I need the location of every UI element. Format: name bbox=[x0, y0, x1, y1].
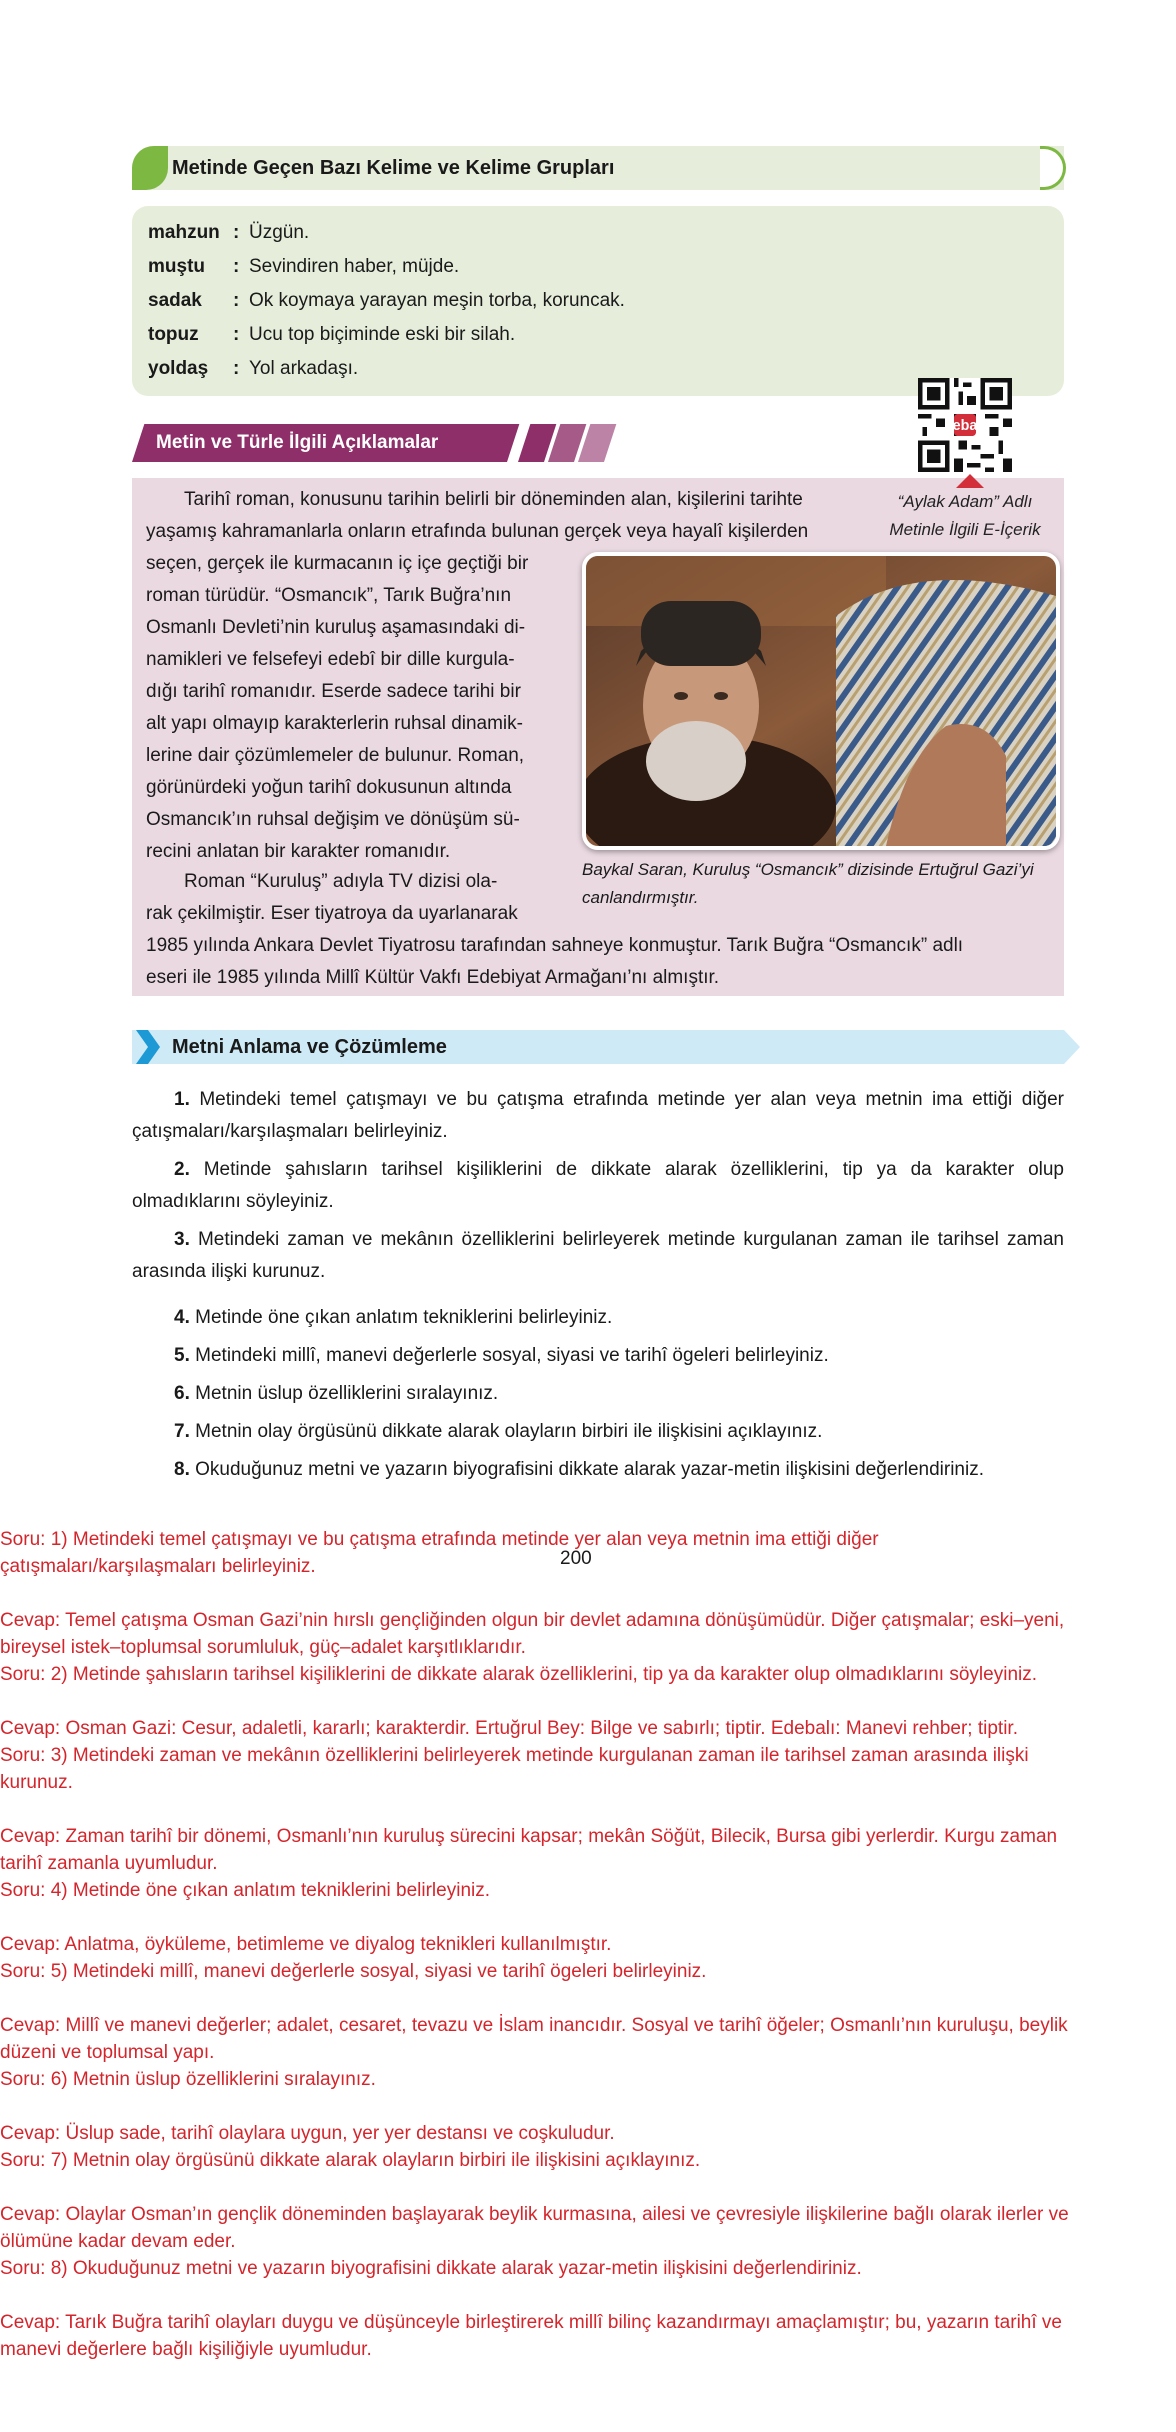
vocab-item bbox=[148, 216, 309, 250]
question-text: Metindeki zaman ve mekânın özelliklerini belirleyerek metinde kurgulanan zaman ile tarihsel zaman arasında ilişki kurunuz. bbox=[132, 1229, 1064, 1282]
question-item bbox=[132, 1154, 1064, 1218]
question-text: Metnin olay örgüsünü dikkate alarak olayların birbiri ile ilişkisini açıklayınız. bbox=[195, 1421, 823, 1442]
vocab-definition: Ok koymaya yarayan meşin torba, koruncak. bbox=[249, 290, 625, 311]
explanation-line: rak çekilmiştir. Eser tiyatroya da uyarlanarak bbox=[146, 903, 518, 924]
question-item bbox=[132, 1084, 1064, 1148]
vocab-definition: Ucu top biçiminde eski bir silah. bbox=[249, 324, 516, 345]
answer-line: ölümüne kadar devam eder. bbox=[0, 2231, 236, 2252]
question-number: 7. bbox=[174, 1421, 190, 1442]
explanation-line: eseri ile 1985 yılında Millî Kültür Vakfı Edebiyat Armağanı’nı almıştır. bbox=[146, 967, 720, 988]
vocab-definition: Sevindiren haber, müjde. bbox=[249, 256, 460, 277]
page-number: 200 bbox=[560, 1548, 592, 1569]
explanation-line: dığı tarihî romanıdır. Eserde sadece tarihi bir bbox=[146, 681, 521, 702]
vocab-definition: Yol arkadaşı. bbox=[249, 358, 359, 379]
question-item bbox=[132, 1416, 1064, 1448]
explanation-line: 1985 yılında Ankara Devlet Tiyatrosu tarafından sahneye konmuştur. Tarık Buğra “Osmancık” adlı bbox=[146, 935, 964, 956]
questions-section-title: Metni Anlama ve Çözümleme bbox=[172, 1036, 447, 1058]
answer-line: Soru: 1) Metindeki temel çatışmayı ve bu çatışma etrafında metinde yer alan veya metnin ima ettiği diğer bbox=[0, 1529, 879, 1550]
question-number: 6. bbox=[174, 1383, 190, 1404]
explanation-line: roman türüdür. “Osmancık”, Tarık Buğra’nın bbox=[146, 585, 512, 606]
explanation-line: Osmanlı Devleti’nin kuruluş aşamasındaki di- bbox=[146, 617, 526, 638]
question-text: Okuduğunuz metni ve yazarın biyografisini dikkate alarak yazar-metin ilişkisini değerlendiriniz. bbox=[195, 1459, 985, 1480]
question-item bbox=[132, 1224, 1064, 1288]
question-text: Metindeki temel çatışmayı ve bu çatışma etrafında metinde yer alan veya metnin ima ettiği diğer çatışmaları/karşılaşmaları belirleyiniz. bbox=[132, 1089, 1065, 1142]
questions-section-header bbox=[132, 1030, 1064, 1064]
question-text: Metnin üslup özelliklerini sıralayınız. bbox=[195, 1383, 499, 1404]
vocab-section-title: Metinde Geçen Bazı Kelime ve Kelime Grupları bbox=[172, 157, 615, 179]
answer-line: Cevap: Olaylar Osman’ın gençlik döneminden başlayarak beylik kurmasına, ailesi ve çevresiyle ilişkilerine bağlı olarak ilerler ve bbox=[0, 2204, 1069, 2225]
answer-line: Soru: 7) Metnin olay örgüsünü dikkate alarak olayların birbiri ile ilişkisini açıklayınız. bbox=[0, 2150, 701, 2171]
question-item bbox=[132, 1454, 1064, 1486]
explanation-line: recini anlatan bir karakter romanıdır. bbox=[146, 841, 451, 862]
answer-line: Soru: 5) Metindeki millî, manevi değerlerle sosyal, siyasi ve tarihî ögeleri belirleyiniz. bbox=[0, 1961, 707, 1982]
explanation-section-title: Metin ve Türle İlgili Açıklamalar bbox=[156, 432, 439, 453]
qr-caption-line: “Aylak Adam” Adlı bbox=[897, 492, 1033, 511]
qr-caption bbox=[870, 488, 1060, 544]
question-number: 4. bbox=[174, 1307, 190, 1328]
question-number: 1. bbox=[174, 1089, 190, 1110]
explanation-line: Roman “Kuruluş” adıyla TV dizisi ola- bbox=[184, 871, 498, 892]
question-text: Metinde öne çıkan anlatım tekniklerini belirleyiniz. bbox=[195, 1307, 613, 1328]
answer-line: Soru: 6) Metnin üslup özelliklerini sıralayınız. bbox=[0, 2069, 376, 2090]
vocab-colon: : bbox=[233, 358, 240, 379]
vocab-term: mahzun bbox=[148, 222, 220, 243]
explanation-line: alt yapı olmayıp karakterlerin ruhsal dinamik- bbox=[146, 713, 523, 734]
answer-line: Soru: 2) Metinde şahısların tarihsel kişiliklerini de dikkate alarak özelliklerini, tip ya da karakter olup olmadıklarını söyleyiniz. bbox=[0, 1664, 1038, 1685]
vocab-colon: : bbox=[233, 222, 240, 243]
answer-line: düzeni ve toplumsal yapı. bbox=[0, 2042, 215, 2063]
answer-line: tarihî zamanla uyumludur. bbox=[0, 1853, 218, 1874]
question-number: 8. bbox=[174, 1459, 190, 1480]
answer-line: Cevap: Osman Gazi: Cesur, adaletli, kararlı; karakterdir. Ertuğrul Bey: Bilge ve sabırlı; tiptir. Edebalı: Manevi rehber; tiptir. bbox=[0, 1718, 1018, 1739]
question-number: 3. bbox=[174, 1229, 190, 1250]
answer-line: çatışmaları/karşılaşmaları belirleyiniz. bbox=[0, 1556, 316, 1577]
question-item bbox=[132, 1378, 1064, 1410]
vocab-item bbox=[148, 318, 515, 352]
explanation-line: lerine dair çözümlemeler de bulunur. Roman, bbox=[146, 745, 525, 766]
vocab-list bbox=[132, 206, 1064, 396]
answer-line: Cevap: Millî ve manevi değerler; adalet, cesaret, tevazu ve İslam inancıdır. Sosyal ve tarihî öğeler; Osmanlı’nın kuruluşu, beylik bbox=[0, 2015, 1068, 2036]
answer-line: bireysel istek–toplumsal sorumluluk, güç–adalet karşıtlıklarıdır. bbox=[0, 1637, 526, 1658]
header-arrow-tail bbox=[1064, 1030, 1080, 1064]
vocab-term: sadak bbox=[148, 290, 202, 311]
answer-line: manevi değerlere bağlı kişiliğiyle uyumludur. bbox=[0, 2339, 372, 2360]
qr-code-icon[interactable] bbox=[918, 378, 1012, 472]
answer-line: Soru: 4) Metinde öne çıkan anlatım tekniklerini belirleyiniz. bbox=[0, 1880, 491, 1901]
explanation-line: Tarihî roman, konusunu tarihin belirli bir döneminden alan, kişilerini tarihte bbox=[184, 489, 803, 510]
answer-line: kurunuz. bbox=[0, 1772, 73, 1793]
vocab-term: topuz bbox=[148, 324, 199, 345]
vocab-item bbox=[148, 250, 459, 284]
explanation-line: namikleri ve felsefeyi edebî bir dille kurgula- bbox=[146, 649, 515, 670]
vocab-item bbox=[148, 284, 625, 318]
answer-line: Cevap: Tarık Buğra tarihî olayları duygu ve düşünceyle birleştirerek millî bilinç kazandırmayı amaçlamıştır; bu, yazarın tarihî ve bbox=[0, 2312, 1062, 2333]
vocab-term: yoldaş bbox=[148, 358, 209, 379]
leaf-icon bbox=[132, 146, 168, 190]
qr-pointer-icon bbox=[956, 474, 984, 488]
answer-line: Cevap: Anlatma, öyküleme, betimleme ve diyalog teknikleri kullanılmıştır. bbox=[0, 1934, 612, 1955]
explanation-line: görünürdeki yoğun tarihî dokusunun altında bbox=[146, 777, 512, 798]
answer-line: Soru: 3) Metindeki zaman ve mekânın özelliklerini belirleyerek metinde kurgulanan zaman ile tarihsel zaman arasında ilişki bbox=[0, 1745, 1029, 1766]
question-item bbox=[132, 1302, 1064, 1334]
vocab-colon: : bbox=[233, 290, 240, 311]
vocab-term: muştu bbox=[148, 256, 205, 277]
svg-text:eba: eba bbox=[952, 417, 978, 434]
question-number: 5. bbox=[174, 1345, 190, 1366]
answer-line: Soru: 8) Okuduğunuz metni ve yazarın biyografisini dikkate alarak yazar-metin ilişkisini değerlendiriniz. bbox=[0, 2258, 862, 2279]
answer-line: Cevap: Zaman tarihî bir dönemi, Osmanlı’nın kuruluş sürecini kapsar; mekân Söğüt, Bilecik, Bursa gibi yerlerdir. Kurgu zaman bbox=[0, 1826, 1058, 1847]
photo-caption: Baykal Saran, Kuruluş “Osmancık” dizisinde Ertuğrul Gazi’yi canlandırmıştır. bbox=[582, 860, 1034, 907]
vocab-colon: : bbox=[233, 324, 240, 345]
question-text: Metinde şahısların tarihsel kişiliklerini de dikkate alarak özelliklerini, tip ya da karakter olup olmadıklarını söyleyiniz. bbox=[132, 1159, 1064, 1212]
tv-series-photo bbox=[582, 552, 1060, 850]
vocab-colon: : bbox=[233, 256, 240, 277]
question-text: Metindeki millî, manevi değerlerle sosyal, siyasi ve tarihî ögeleri belirleyiniz. bbox=[195, 1345, 829, 1366]
qr-caption-line: Metinle İlgili E-İçerik bbox=[889, 520, 1041, 539]
vocab-item bbox=[148, 352, 358, 386]
photo-illustration bbox=[586, 556, 1056, 846]
explanation-line: yaşamış kahramanlarla onların etrafında bulunan gerçek veya hayalî kişilerden bbox=[146, 521, 809, 542]
header-end-cap bbox=[1040, 146, 1066, 190]
question-number: 2. bbox=[174, 1159, 190, 1180]
explanation-line: seçen, gerçek ile kurmacanın iç içe geçtiği bir bbox=[146, 553, 529, 574]
answer-line: Cevap: Üslup sade, tarihî olaylara uygun, yer yer destansı ve coşkuludur. bbox=[0, 2123, 615, 2144]
chevron-right-icon bbox=[132, 1030, 160, 1064]
question-item bbox=[132, 1340, 1064, 1372]
vocab-section-header bbox=[132, 146, 1064, 190]
explanation-line: Osmancık’ın ruhsal değişim ve dönüşüm sü- bbox=[146, 809, 520, 830]
vocab-definition: Üzgün. bbox=[249, 222, 310, 243]
answer-line: Cevap: Temel çatışma Osman Gazi’nin hırslı gençliğinden olgun bir devlet adamına dönüşümüdür. Diğer çatışmalar; eski–yeni, bbox=[0, 1610, 1065, 1631]
